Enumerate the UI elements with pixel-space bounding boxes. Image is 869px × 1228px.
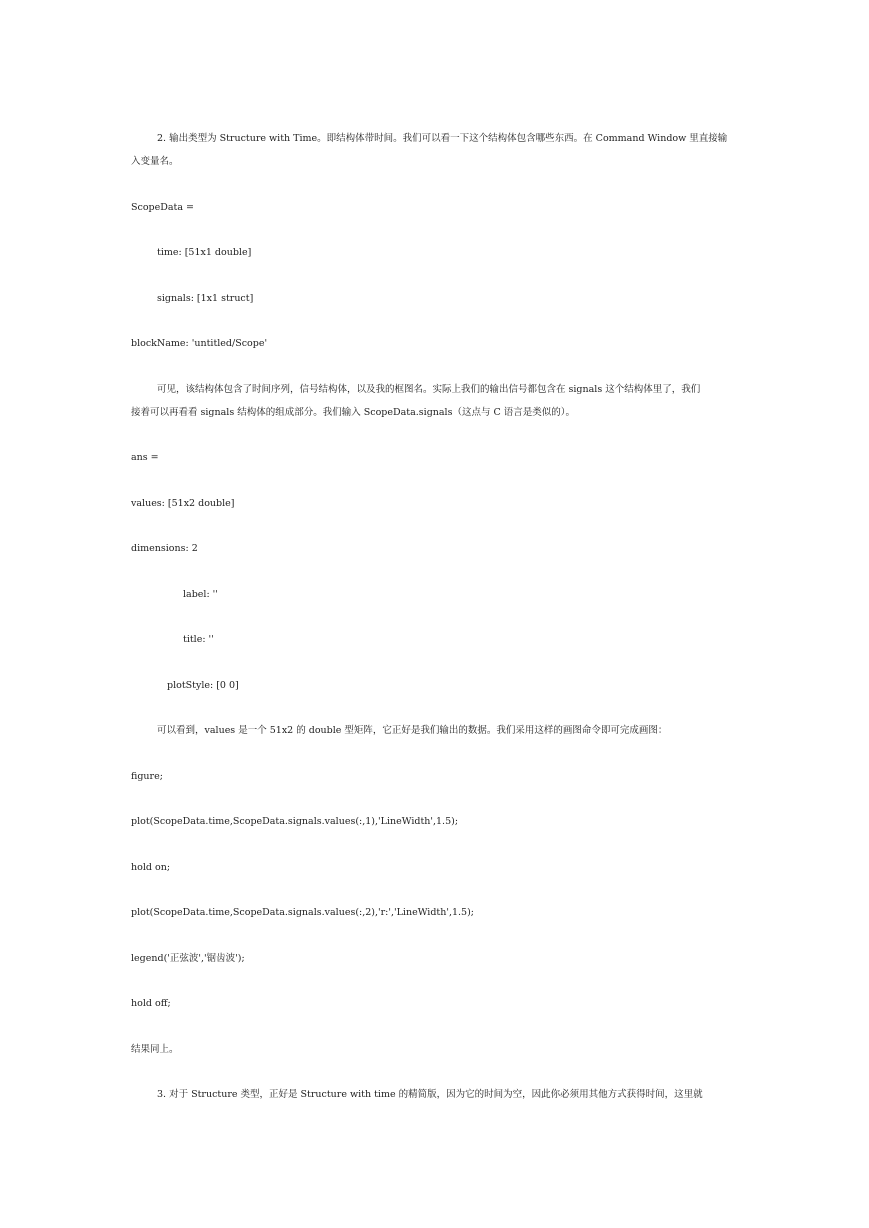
code-ans-header: ans =	[131, 452, 159, 463]
code-ans-title: title: ''	[183, 634, 214, 645]
code-hold-off: hold off;	[131, 998, 171, 1009]
code-figure: figure;	[131, 771, 163, 782]
code-scopedata-blockname: blockName: 'untitled/Scope'	[131, 338, 268, 349]
code-scopedata-signals: signals: [1x1 struct]	[157, 293, 254, 304]
code-legend: legend('正弦波','锯齿波');	[131, 953, 245, 964]
code-ans-plotstyle: plotStyle: [0 0]	[167, 680, 239, 691]
paragraph-structure-with-time-line2: 入变量名。	[131, 156, 179, 167]
code-plot-series2: plot(ScopeData.time,ScopeData.signals.values(:,2),'r:','LineWidth',1.5);	[131, 907, 475, 918]
paragraph-structure-type: 3. 对于 Structure 类型，正好是 Structure with time 的精简版，因为它的时间为空，因此你必须用其他方式获得时间，这里就	[157, 1089, 703, 1100]
code-hold-on: hold on;	[131, 862, 171, 873]
code-scopedata-header: ScopeData =	[131, 202, 194, 213]
code-scopedata-time: time: [51x1 double]	[157, 247, 252, 258]
code-ans-values: values: [51x2 double]	[131, 498, 235, 509]
paragraph-signals-line1: 可见，该结构体包含了时间序列，信号结构体，以及我的框图名。实际上我们的输出信号都包含在 signals 这个结构体里了，我们	[157, 384, 701, 395]
paragraph-result-same: 结果同上。	[131, 1044, 179, 1055]
paragraph-values-matrix: 可以看到，values 是一个 51x2 的 double 型矩阵，它正好是我们输出的数据。我们采用这样的画图命令即可完成画图：	[157, 725, 668, 736]
code-ans-dimensions: dimensions: 2	[131, 543, 198, 554]
paragraph-signals-line2: 接着可以再看看 signals 结构体的组成部分。我们输入 ScopeData.signals（这点与 C 语言是类似的）。	[131, 407, 576, 418]
paragraph-structure-with-time-line1: 2. 输出类型为 Structure with Time。即结构体带时间。我们可以看一下这个结构体包含哪些东西。在 Command Window 里直接输	[157, 133, 728, 144]
code-plot-series1: plot(ScopeData.time,ScopeData.signals.values(:,1),'LineWidth',1.5);	[131, 816, 459, 827]
code-ans-label: label: ''	[183, 589, 218, 600]
